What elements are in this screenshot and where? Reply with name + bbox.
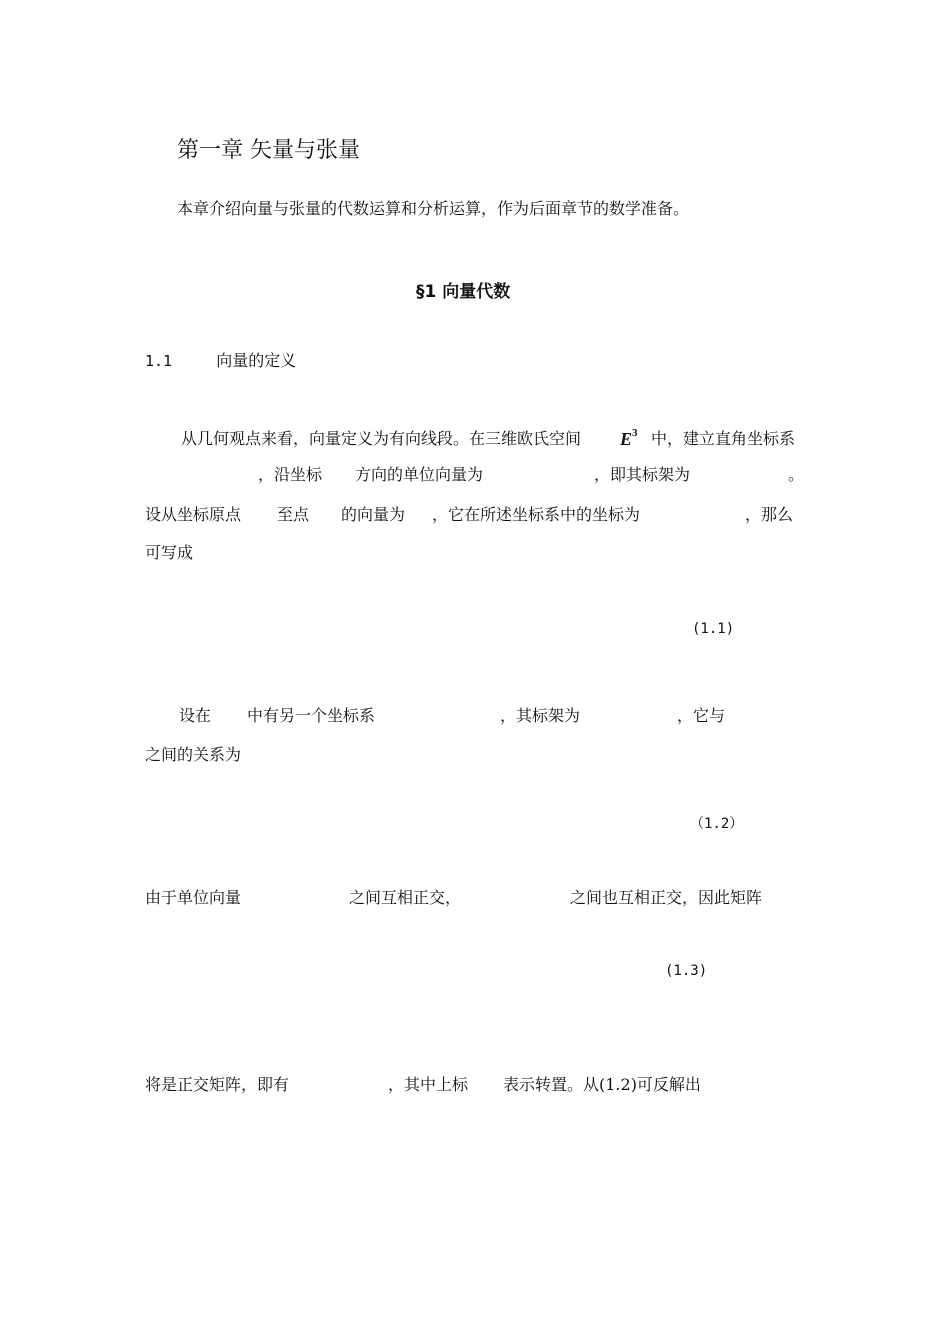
p2-a: 设在 xyxy=(179,706,212,725)
equation-number-2: （1.2） xyxy=(690,816,744,832)
p2-e: 之间的关系为 xyxy=(145,745,242,764)
p1-line2-a: ，沿坐标 xyxy=(258,465,323,484)
p1-line3-e: ，那么 xyxy=(745,505,794,524)
space-symbol-dim: 3 xyxy=(632,427,638,439)
space-symbol xyxy=(620,428,638,448)
p4-a: 将是正交矩阵，即有 xyxy=(145,1075,290,1094)
p1-line3-a: 设从坐标原点 xyxy=(145,505,242,524)
p1-line1-a: 从几何观点来看，向量定义为有向线段。在三维欧氏空间 xyxy=(181,429,582,448)
subsection-title: 向量的定义 xyxy=(216,351,297,370)
subsection-number: 1.1 xyxy=(145,352,173,370)
p1-line2-b: 方向的单位向量为 xyxy=(355,465,484,484)
p1-line2-d: 。 xyxy=(788,465,805,484)
p2-b: 中有另一个坐标系 xyxy=(247,706,376,725)
section-title: §1 向量代数 xyxy=(416,282,511,302)
p1-line2-c: ，即其标架为 xyxy=(594,465,691,484)
equation-number-1: (1.1) xyxy=(692,621,735,637)
p4-c: 表示转置。从(1.2)可反解出 xyxy=(503,1075,701,1094)
p2-c: ，其标架为 xyxy=(500,706,581,725)
chapter-title: 第一章 矢量与张量 xyxy=(177,138,360,163)
p1-line3-b: 至点 xyxy=(277,505,310,524)
p3-c: 之间也互相正交，因此矩阵 xyxy=(570,888,763,907)
equation-number-3: (1.3) xyxy=(665,963,708,979)
p3-b: 之间互相正交， xyxy=(349,888,462,907)
p4-b: ，其中上标 xyxy=(388,1075,469,1094)
intro-paragraph: 本章介绍向量与张量的代数运算和分析运算，作为后面章节的数学准备。 xyxy=(177,199,690,218)
p1-line3-c: 的向量为 xyxy=(341,505,406,524)
p3-a: 由于单位向量 xyxy=(145,888,242,907)
p1-line3-d: ，它在所述坐标系中的坐标为 xyxy=(432,505,641,524)
subsection-heading xyxy=(145,353,296,369)
p1-line4: 可写成 xyxy=(145,543,194,562)
p2-d: ，它与 xyxy=(677,706,726,725)
p1-line1-b: 中，建立直角坐标系 xyxy=(651,429,796,448)
space-symbol-letter: E xyxy=(620,429,633,449)
